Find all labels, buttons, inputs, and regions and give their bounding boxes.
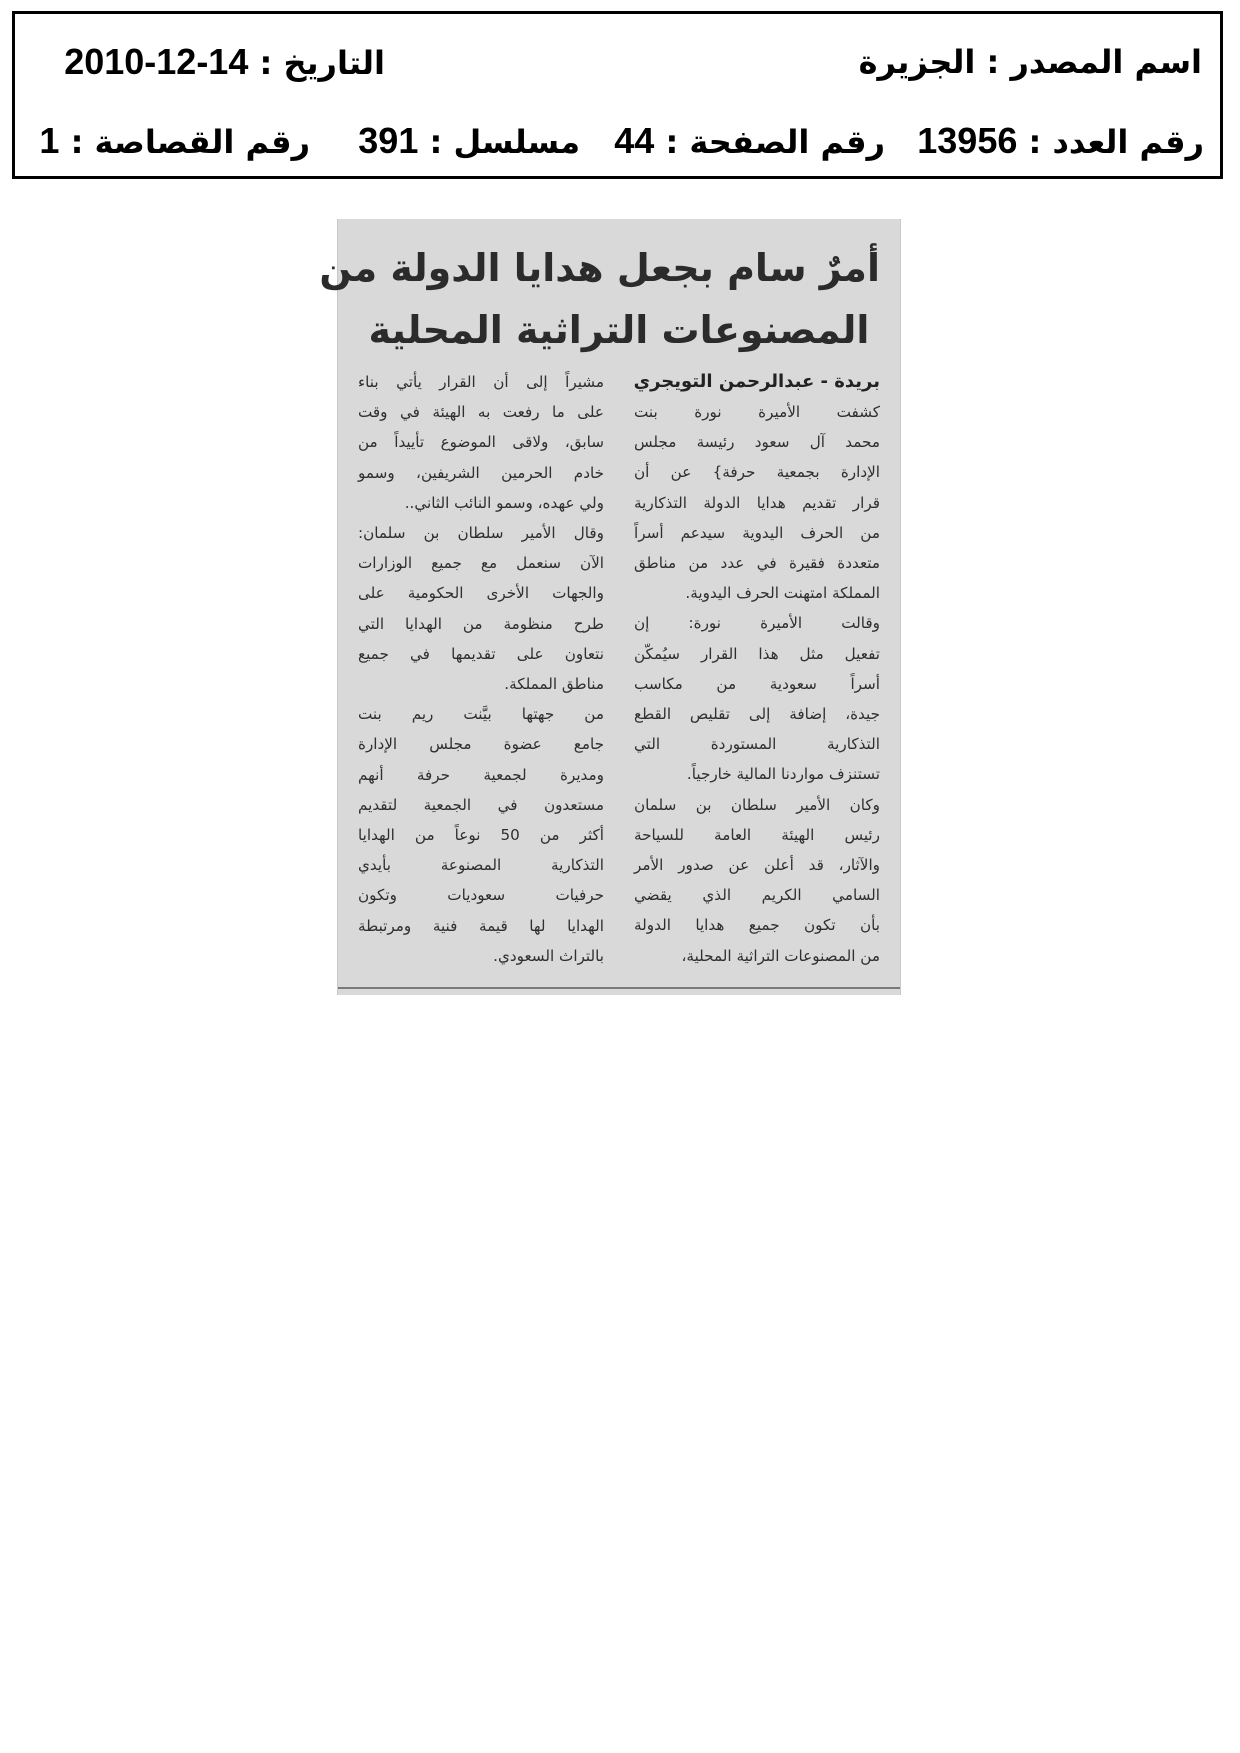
article-text-line: سابق، ولاقى الموضوع تأييداً من — [358, 433, 604, 452]
serial-field: مسلسل : 391 — [358, 120, 580, 161]
issue-value: 13956 — [917, 120, 1018, 161]
article-text-line: من الحرف اليدوية سيدعم أسراً — [634, 523, 880, 542]
metadata-header-box — [12, 11, 1223, 179]
article-headline — [319, 237, 880, 361]
article-text-line: حرفيات سعوديات وتكون — [358, 886, 604, 905]
serial-label: مسلسل — [453, 123, 580, 161]
article-text-line: نتعاون على تقديمها في جميع — [358, 644, 604, 663]
article-text-line: وكان الأمير سلطان بن سلمان — [634, 795, 880, 814]
article-text-line: من جهتها بيَّنت ريم بنت — [358, 705, 604, 724]
date-label: التاريخ — [283, 44, 385, 82]
article-text-line: التذكارية المستوردة التي — [634, 735, 880, 754]
date-value: 2010-12-14 — [64, 41, 249, 82]
article-column-right — [634, 367, 880, 971]
article-text-line: ولي عهده، وسمو النائب الثاني.. — [404, 493, 604, 512]
article-text-line: والآثار، قد أعلن عن صدور الأمر — [634, 856, 880, 875]
article-text-line: كشفت الأميرة نورة بنت — [634, 403, 880, 421]
byline: بريدة - عبدالرحمن التويجري — [633, 371, 880, 392]
issue-label: رقم العدد — [1052, 123, 1204, 161]
article-text-line: أكثر من 50 نوعاً من الهدايا — [358, 826, 605, 845]
left-column-text — [358, 367, 604, 971]
article-text-line: الآن سنعمل مع جميع الوزارات — [358, 554, 604, 573]
source-value: الجزيرة — [858, 43, 976, 81]
article-text-line: المملكة امتهنت الحرف اليدوية. — [685, 584, 880, 603]
article-text-line: وقال الأمير سلطان بن سلمان: — [358, 524, 604, 543]
clip-label: رقم القصاصة — [94, 123, 310, 161]
article-text-line: من المصنوعات التراثية المحلية، — [681, 946, 880, 965]
date-field: التاريخ : 2010-12-14 — [64, 41, 385, 82]
article-text-line: بالتراث السعودي. — [493, 946, 604, 965]
article-text-line: جيدة، إضافة إلى تقليص القطع — [634, 705, 880, 724]
article-text-line: تستنزف مواردنا المالية خارجياً. — [686, 765, 880, 784]
article-text-line: مناطق المملكة. — [504, 675, 604, 694]
article-text-line: طرح منظومة من الهدايا التي — [358, 614, 604, 633]
article-text-line: تفعيل مثل هذا القرار سيُمكّن — [634, 644, 880, 663]
article-text-line: قرار تقديم هدايا الدولة التذكارية — [634, 493, 880, 512]
clip-field: رقم القصاصة : 1 — [39, 120, 310, 161]
article-text-line: على ما رفعت به الهيئة في وقت — [358, 403, 604, 422]
headline-line-1: أمرٌ سام بجعل هدايا الدولة من — [319, 246, 880, 290]
article-text-line: بأن تكون جميع هدايا الدولة — [634, 916, 880, 935]
article-text-line: جامع عضوة مجلس الإدارة — [358, 735, 604, 754]
article-text-line: الهدايا لها قيمة فنية ومرتبطة — [358, 916, 604, 935]
article-text-line: والجهات الأخرى الحكومية على — [358, 584, 604, 603]
article-text-line: مشيراً إلى أن القرار يأتي بناء — [358, 373, 604, 391]
page-field: رقم الصفحة : 44 — [614, 120, 885, 161]
article-column-left — [358, 367, 604, 971]
clip-value: 1 — [39, 120, 60, 161]
article-text-line: الإدارة بجمعية حرفة} عن أن — [634, 463, 880, 482]
source-field: اسم المصدر : الجزيرة — [858, 43, 1202, 81]
article-text-line: السامي الكريم الذي يقضي — [634, 886, 880, 905]
article-text-line: وقالت الأميرة نورة: إن — [634, 614, 880, 633]
article-text-line: أسراً سعودية من مكاسب — [634, 674, 880, 693]
header-row-1 — [15, 40, 1220, 84]
source-label: اسم المصدر — [1010, 43, 1202, 81]
headline-line-2: المصنوعات التراثية المحلية — [368, 308, 870, 352]
article-text-line: ومديرة لجمعية حرفة أنهم — [358, 765, 604, 784]
article-text-line: متعددة فقيرة في عدد من مناطق — [634, 554, 880, 573]
newspaper-clipping — [319, 219, 901, 995]
serial-value: 391 — [358, 120, 419, 161]
page-label: رقم الصفحة — [689, 123, 885, 161]
article-text-line: مستعدون في الجمعية لتقديم — [358, 795, 604, 814]
article-text-line: محمد آل سعود رئيسة مجلس — [634, 433, 880, 452]
issue-field: رقم العدد : 13956 — [917, 120, 1204, 161]
article-text-line: رئيس الهيئة العامة للسياحة — [634, 825, 880, 844]
article-text-line: خادم الحرمين الشريفين، وسمو — [358, 463, 604, 482]
header-row-2 — [15, 119, 1220, 163]
bottom-rule — [338, 987, 900, 989]
page-value: 44 — [614, 120, 655, 161]
article-text-line: التذكارية المصنوعة بأيدي — [358, 856, 604, 875]
right-column-text — [634, 397, 880, 971]
